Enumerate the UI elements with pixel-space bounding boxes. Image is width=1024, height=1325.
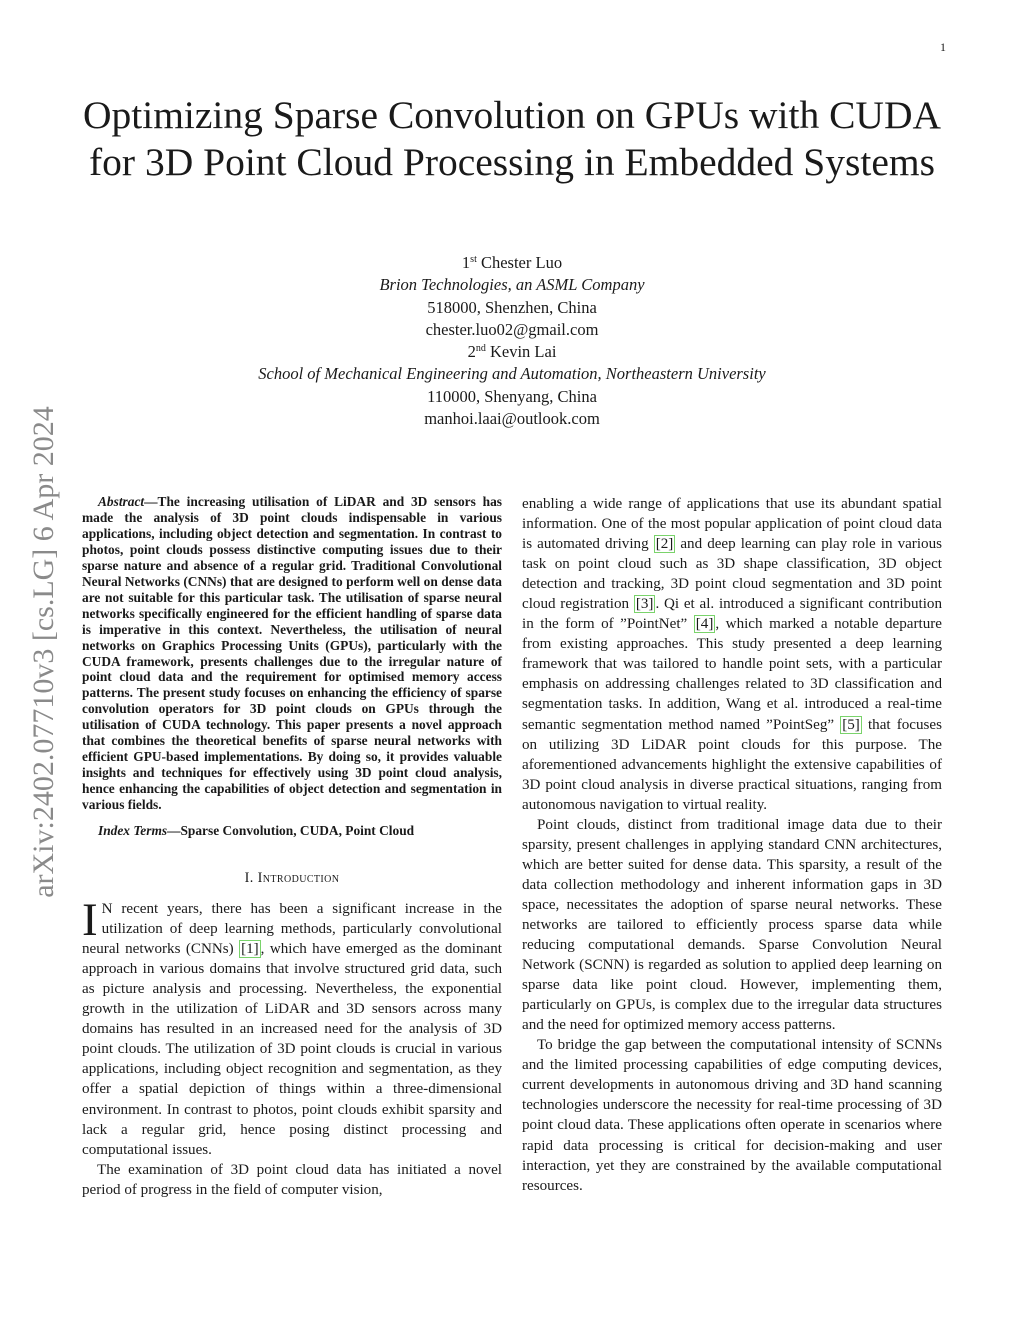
arxiv-stamp: arXiv:2402.07710v3 [cs.LG] 6 Apr 2024	[27, 406, 60, 898]
citation-link-2[interactable]: [2]	[655, 536, 674, 553]
author-2-affiliation: School of Mechanical Engineering and Automation, Northeastern University	[258, 364, 766, 384]
index-terms-text: Sparse Convolution, CUDA, Point Cloud	[180, 823, 415, 839]
right-column	[522, 494, 942, 1196]
author-1-line	[110, 252, 914, 274]
section-title: Introduction	[257, 870, 340, 887]
intro-paragraph-4: To bridge the gap between the computational intensity of SCNNs and the limited processing capabilities of edge computing devices, current developments in autonomous driving and 3D hand scanning technologies underscore the necessity for real-time processing of 3D point cloud data. These applications often operate in scenarios where rapid data processing is critical for decision-making and user interaction, yet they are constrained by the available computational resources.	[522, 1037, 942, 1194]
intro-p2-text-e: that focuses on utilizing 3D LiDAR point clouds for this purpose. The aforementioned advancements highlight the extensive capabilities of 3D point cloud analysis in diverse practical situations, ranging from autonomous navigation to virtual reality.	[522, 716, 942, 813]
index-terms: Index Terms—Sparse Convolution, CUDA, Point Cloud	[98, 823, 415, 839]
left-column	[82, 494, 502, 1200]
author-2-ordinal-suffix: nd	[475, 343, 486, 355]
intro-p2-text-a: enabling a wide range of applications that use its abundant spatial information. One of the most popular application of point cloud data is automated driving	[522, 496, 942, 553]
intro-paragraph-2-continued	[522, 494, 942, 815]
abstract: Abstract—The increasing utilisation of LiDAR and 3D sensors has made the analysis of 3D point clouds indispensable in various applications, including object detection and segmentation. In contrast to photos, point clouds possess distinctive computing issues due to their sparse nature and absence of a regular grid. Traditional Convolutional Neural Networks (CNNs) that are designed to perform well on dense data are not suitable for this particular task. The utilisation of sparse neural networks specifically engineered for the efficient handling of sparse data is imperative in this context. Nevertheless, the utilisation of neural networks on Graphics Processing Units (GPUs), particularly with the CUDA framework, presents challenges due to the irregular nature of point cloud data and the requirement for optimised memory access patterns. The present study focuses on enhancing the efficiency of sparse convolution operators for 3D point clouds on GPUs through the utilisation of CUDA technology. This paper presents a novel approach that combines the theoretical benefits of sparse neural networks with efficient GPU-based implementations. By doing so, it provides valuable insights and techniques for effectively using 3D point cloud analysis, hence enhancing the capabilities of object detection and segmentation in various fields.	[82, 494, 502, 813]
intro-paragraph-2: The examination of 3D point cloud data has initiated a novel period of progress in the field of computer vision,	[82, 1161, 502, 1198]
citation-link-3[interactable]: [3]	[635, 596, 654, 613]
intro-p1-text-b: , which have emerged as the dominant approach in various domains that involve structured grid data, such as picture analysis and processing. Nevertheless, the exponential growth in the utilization of LiDAR and 3D sensors across many domains has resulted in an increased need for the analysis of 3D point clouds. The utilization of 3D point clouds is crucial in various applications, including object recognition and segmentation, as they offer a spatial depiction of things within a three-dimensional environment. In contrast to photos, point clouds exhibit sparsity and lack a regular grid, hence posing distinct processing and computational issues.	[82, 941, 502, 1158]
abstract-label: Abstract	[98, 494, 145, 509]
author-2-line	[110, 341, 914, 363]
drop-cap: I	[82, 894, 98, 947]
citation-link-1[interactable]: [1]	[241, 941, 259, 958]
paper-title: Optimizing Sparse Convolution on GPUs with CUDA for 3D Point Cloud Processing in Embedded Systems	[82, 93, 942, 184]
intro-paragraph-1	[82, 894, 502, 1160]
author-1-email: chester.luo02@gmail.com	[425, 319, 599, 339]
citation-link-4[interactable]: [4]	[695, 616, 714, 633]
intro-p2-text-b: and deep learning can play role in various task on point cloud such as 3D shape classification, 3D object detection and tracking, 3D point cloud segmentation and 3D point cloud registration	[522, 536, 942, 613]
section-number: I.	[244, 870, 254, 887]
author-2-location: 110000, Shenyang, China	[427, 386, 597, 406]
author-1-location: 518000, Shenzhen, China	[427, 297, 597, 317]
intro-p2-text-c: . Qi et al. introduced a significant contribution in the form of ”PointNet”	[522, 596, 942, 633]
author-2-email: manhoi.laai@outlook.com	[424, 409, 600, 429]
author-1-ordinal-suffix: st	[470, 254, 477, 265]
author-1-name: Chester Luo	[480, 253, 563, 272]
author-block	[110, 252, 914, 430]
page-number: 1	[940, 40, 946, 54]
author-2-name: Kevin Lai	[489, 342, 557, 362]
citation-link-5[interactable]: [5]	[842, 716, 860, 733]
index-terms-label: Index Terms	[98, 823, 168, 839]
section-heading	[82, 870, 502, 887]
author-1-affiliation: Brion Technologies, an ASML Company	[379, 275, 645, 295]
intro-p2-text-d: , which marked a notable departure from existing approaches. This study presented a deep learning framework that was tailored to handle point sets, with a particular emphasis on addressing challenges related to 3D classification and segmentation tasks. In addition, Wang et al. introduced a real-time semantic segmentation method named ”PointSeg”	[522, 616, 942, 733]
author-1-ordinal: 1	[461, 253, 471, 272]
abstract-text: The increasing utilisation of LiDAR and 3D sensors has made the analysis of 3D point clouds indispensable in various applications, including object detection and segmentation. In contrast to photos, point clouds possess distinctive computing issues due to their sparse nature and absence of a regular grid. Traditional Convolutional Neural Networks (CNNs) that are designed to perform well on dense data are not suitable for this particular task. The utilisation of sparse neural networks specifically engineered for the efficient handling of sparse data is imperative in this context. Nevertheless, the utilisation of neural networks on Graphics Processing Units (GPUs), particularly with the CUDA framework, presents challenges due to the irregular nature of point cloud data and the requirement for optimised memory access patterns. The present study focuses on enhancing the efficiency of sparse convolution operators for 3D point clouds on GPUs through the utilisation of CUDA technology. This paper presents a novel approach that combines the theoretical benefits of sparse neural networks with efficient GPU-based implementations. By doing so, it provides valuable insights and techniques for effectively using 3D point cloud analysis, hence enhancing the capabilities of object detection and segmentation in various fields.	[82, 494, 502, 813]
intro-p1-text-a: N recent years, there has been a significant increase in the utilization of deep learning methods, particularly convolutional neural networks (CNNs)	[82, 901, 502, 958]
intro-paragraph-3: Point clouds, distinct from traditional image data due to their sparsity, present challenges in applying standard CNN architectures, which are better suited for dense data. This sparsity, a result of the data collection methodology and inherent information gaps in 3D space, necessitates the adoption of sparse neural networks. These networks are tailored to efficiently process sparse data while reducing computational demands. Sparse Convolution Neural Network (SCNN) is regarded as solution to applied deep learning on sparse data like point cloud. However, implementing them, particularly on GPUs, is complex due to the irregular data structures and the need for optimized memory access patterns.	[522, 816, 942, 1034]
author-2-ordinal: 2	[467, 342, 476, 362]
